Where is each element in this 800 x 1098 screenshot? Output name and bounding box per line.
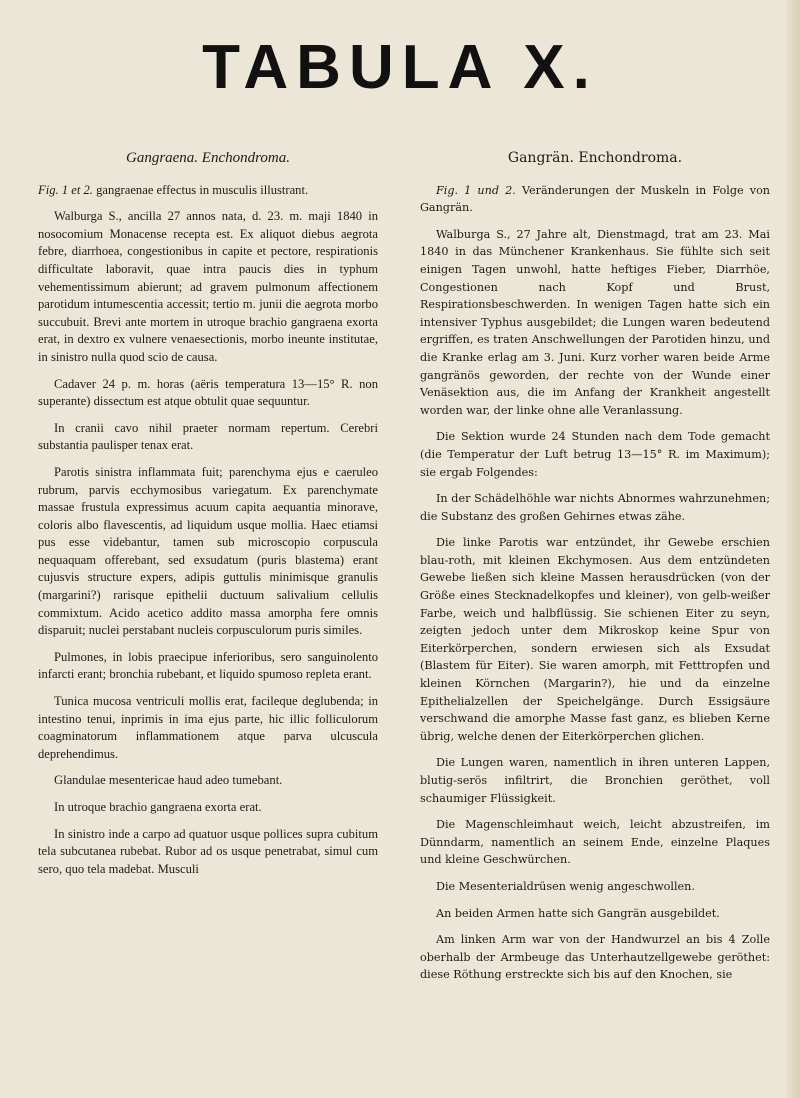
german-paragraph: Die Lungen waren, namentlich in ihren unteren Lappen, blutig-serös infiltrirt, die Bronchien geröthet, voll schaumiger Flüssigkeit. bbox=[420, 756, 770, 805]
german-paragraph: An beiden Armen hatte sich Gangrän ausgebildet. bbox=[436, 906, 720, 920]
german-heading: Gangrän. Enchondroma. bbox=[507, 150, 683, 166]
german-paragraph: Die Mesenterialdrüsen wenig angeschwollen. bbox=[436, 879, 695, 893]
latin-paragraph: Parotis sinistra inflammata fuit; parenchyma ejus e caeruleo rubrum, parvis ecchymosibus variegatum. Ex parenchymate massae frustula expressimus acuum capita aequantia minorave, coloris albo flavescentis, ad liquidum usque mollia. Haec etiamsi pus esse videbantur, tamen sub microscopio corpuscula nequaquam offerebant, sed exsudatum (puris blastema) erant cujusvis structure expers, adipis guttulis minimisque granulis (margarini?) rarisque epithelii ductuum salivalium cellulis commixtum. Acido acetico addito massa amorpha fere omnis disparuit; nuclei perstabant nucleis corpusculorum puris similes. bbox=[38, 464, 378, 638]
german-paragraph: Walburga S., 27 Jahre alt, Dienstmagd, trat am 23. Mai 1840 in das Münchener Krankenhaus. Sie fühlte sich seit einigen Tagen unwohl, hatte heftiges Fieber, Diarrhöe, Congestionen nach Kopf und Brust, Respirationsbeschwerden. In wenigen Tagen hatte sich ein intensiver Typhus ausgebildet; die Lungen waren bedeutend ergriffen, es traten Anschwellungen der Parotiden hinzu, und die Kranke erlag am 3. Juni. Kurz vorher waren beide Arme gangränös geworden, der rechte von der Wunde einer Venäsektion aus, die im Anfang der Krankheit angestellt worden war, der linke ohne alle Veranlassung. bbox=[420, 227, 770, 417]
latin-paragraph: Pulmones, in lobis praecipue inferioribus, sero sanguinolento infarcti erant; bronchia rubebant, et liquido spumoso repleta erant. bbox=[38, 649, 378, 682]
page-title: TABULA X. bbox=[202, 33, 598, 102]
german-paragraph: Die Magenschleimhaut weich, leicht abzustreifen, im Dünndarm, namentlich an seinem Ende, einzelne Plaques und kleine Geschwürchen. bbox=[420, 818, 770, 867]
latin-figure-caption bbox=[38, 182, 378, 200]
latin-paragraph: In utroque brachio gangraena exorta erat. bbox=[54, 800, 262, 814]
german-column bbox=[420, 150, 770, 993]
latin-heading: Gangraena. Enchondroma. bbox=[125, 150, 290, 166]
latin-figure-text: gangraenae effectus in musculis illustrant. bbox=[96, 182, 309, 197]
latin-paragraph: Walburga S., ancilla 27 annos nata, d. 23. m. maji 1840 in nosocomium Monacense recepta est. Ex aliquot diebus aegrota febre, diarrhoea, congestionibus in capite et pectore, respirationis difficultate laboravit, quae intra paucis dies in typhum vehementissimum abierunt; ad gravem pulmonum affectionem parotidum intumescentia accessit; tertio m. junii die aegrota morbo succubuit. Brevi ante mortem in utroque brachio gangraena exorta erat, in dextro ex vulnere venaesectionis, morbo ineunte institutae, in sinistro nulla quod scio de causa. bbox=[38, 209, 378, 364]
german-figure-caption bbox=[420, 182, 770, 217]
latin-paragraph: In cranii cavo nihil praeter normam repertum. Cerebri substantia paulisper tenax erat. bbox=[38, 420, 378, 453]
latin-figure-label: Fig. 1 et 2. bbox=[38, 182, 93, 197]
page-edge-shadow bbox=[786, 0, 800, 1098]
german-paragraph: Am linken Arm war von der Handwurzel an bis 4 Zolle oberhalb der Armbeuge das Unterhautzellgewebe geröthet: diese Röthung erstreckte sich bis auf den Knochen, sie bbox=[420, 933, 770, 982]
latin-paragraph: Cadaver 24 p. m. horas (aëris temperatura 13—15° R. non superante) dissectum est atque obtulit quae sequuntur. bbox=[38, 376, 378, 409]
latin-paragraph: Glandulae mesentericae haud adeo tumebant. bbox=[54, 773, 283, 788]
german-paragraph: Die Sektion wurde 24 Stunden nach dem Tode gemacht (die Temperatur der Luft betrug 13—15° R. im Maximum); sie ergab Folgendes: bbox=[420, 430, 770, 479]
german-paragraph: In der Schädelhöhle war nichts Abnormes wahrzunehmen; die Substanz des großen Gehirnes etwas zähe. bbox=[420, 492, 770, 523]
latin-paragraph: Tunica mucosa ventriculi mollis erat, facileque deglubenda; in intestino tenui, inprimis in ima ejus parte, hic illic folliculorum coagminatorum inflammationem atque parva ulcuscula deprehendimus. bbox=[38, 694, 378, 761]
german-figure-label: Fig. 1 und 2. bbox=[436, 183, 516, 197]
latin-column bbox=[38, 150, 378, 887]
german-figure-text: Veränderungen der Muskeln in Folge von Gangrän. bbox=[420, 183, 771, 215]
german-paragraph: Die linke Parotis war entzündet, ihr Gewebe erschien blau-roth, mit kleinen Ekchymosen. Aus dem entzündeten Gewebe ließen sich kleine Massen herausdrücken (von der Größe eines Stecknadelkopfes und kleiner), von gelb-weißer Farbe, weich und halbflüssig. Sie schienen Eiter zu seyn, zeigten jedoch unter dem Mikroskop keine Spur von Eiterkörperchen, sondern erwiesen sich als Exsudat (Blastem für Eiter). Sie waren amorph, mit Fetttropfen und kleinen Körnchen (Margarin?), hie und da einzelne Epithelialzellen der Speichelgänge. Durch Essigsäure verschwand die amorphe Masse fast ganz, es blieben Kerne übrig, welche denen der Eiterkörperchen glichen. bbox=[420, 536, 770, 743]
latin-paragraph: In sinistro inde a carpo ad quatuor usque pollices supra cubitum tela subcutanea rubebat. Rubor ad os usque penetrabat, simul cum sero, quo tela madebat. Musculi bbox=[38, 826, 378, 876]
